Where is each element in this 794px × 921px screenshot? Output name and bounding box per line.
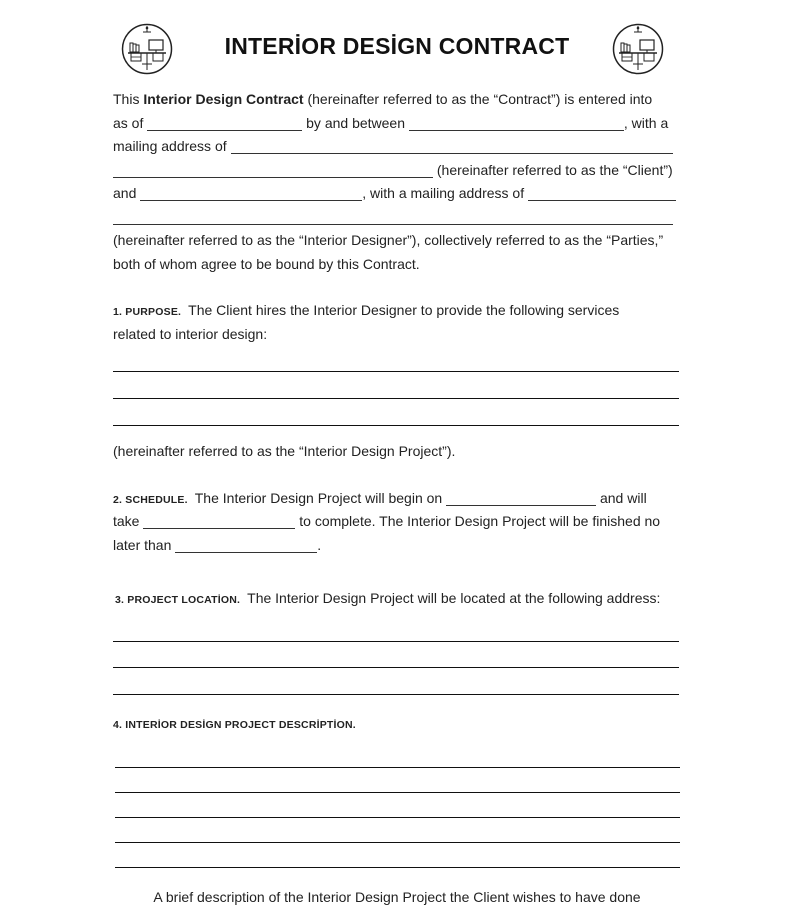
location-address-line-2[interactable] bbox=[113, 667, 679, 668]
description-line-2[interactable] bbox=[115, 792, 680, 793]
intro-line-1 bbox=[113, 90, 652, 108]
intro-line-7: (hereinafter referred to as the “Interior Designer”), collectively referred to as the “Parties,” bbox=[113, 232, 664, 248]
duration-field[interactable] bbox=[143, 514, 295, 529]
purpose-text: The Client hires the Interior Designer to provide the following services bbox=[188, 302, 620, 318]
purpose-line-2: related to interior design: bbox=[113, 326, 268, 342]
schedule-text: . bbox=[317, 537, 322, 553]
effective-date-field[interactable] bbox=[147, 116, 302, 131]
schedule-text: and will bbox=[596, 490, 647, 506]
client-name-field[interactable] bbox=[409, 116, 624, 131]
location-address-line-3[interactable] bbox=[113, 694, 679, 695]
intro-text: , with a bbox=[623, 115, 669, 131]
section-heading-location: 3. PROJECT LOCATİON. bbox=[115, 594, 241, 606]
purpose-line-1 bbox=[113, 301, 619, 321]
schedule-line-3 bbox=[113, 536, 321, 554]
purpose-services-line-3[interactable] bbox=[113, 425, 679, 426]
intro-line-6 bbox=[113, 208, 673, 226]
description-line-3[interactable] bbox=[115, 817, 680, 818]
end-date-field[interactable] bbox=[175, 538, 317, 553]
document-title: INTERİOR DESİGN CONTRACT bbox=[224, 33, 570, 59]
location-address-line-1[interactable] bbox=[113, 641, 679, 642]
schedule-text: later than bbox=[113, 537, 176, 553]
purpose-services-line-1[interactable] bbox=[113, 371, 679, 372]
section-heading-description: 4. INTERİOR DESİGN PROJECT DESCRİPTİON. bbox=[113, 719, 356, 731]
schedule-line-1 bbox=[113, 489, 647, 509]
description-footer: A brief description of the Interior Design Project the Client wishes to have done bbox=[153, 889, 641, 905]
intro-text: mailing address of bbox=[113, 138, 231, 154]
intro-line-2 bbox=[113, 114, 668, 132]
designer-address-field-2[interactable] bbox=[113, 210, 673, 225]
schedule-text: to complete. The Interior Design Project will be finished no bbox=[295, 513, 661, 529]
section-heading-purpose: 1. PURPOSE. bbox=[113, 306, 182, 318]
purpose-services-line-2[interactable] bbox=[113, 398, 679, 399]
schedule-text: The Interior Design Project will begin on bbox=[194, 490, 447, 506]
client-address-field-2[interactable] bbox=[113, 163, 433, 178]
description-heading-line bbox=[113, 714, 363, 734]
intro-text: , with a mailing address of bbox=[362, 185, 528, 201]
section-heading-schedule: 2. SCHEDULE. bbox=[113, 494, 188, 506]
intro-line-5 bbox=[113, 184, 676, 202]
designer-address-field[interactable] bbox=[528, 186, 676, 201]
designer-name-field[interactable] bbox=[140, 186, 362, 201]
description-line-1[interactable] bbox=[115, 767, 680, 768]
intro-text: (hereinafter referred to as the “Contract”) is entered into bbox=[303, 91, 653, 107]
description-line-5[interactable] bbox=[115, 867, 680, 868]
intro-text: by and between bbox=[302, 115, 409, 131]
start-date-field[interactable] bbox=[446, 491, 596, 506]
intro-line-3 bbox=[113, 137, 673, 155]
purpose-closing: (hereinafter referred to as the “Interior Design Project”). bbox=[113, 443, 456, 459]
description-line-4[interactable] bbox=[115, 842, 680, 843]
intro-line-4 bbox=[113, 161, 673, 179]
schedule-line-2 bbox=[113, 512, 660, 530]
intro-line-8: both of whom agree to be bound by this Contract. bbox=[113, 256, 420, 272]
client-address-field[interactable] bbox=[231, 139, 673, 154]
intro-text: This bbox=[113, 91, 144, 107]
schedule-text: take bbox=[113, 513, 144, 529]
location-line bbox=[115, 589, 660, 609]
contract-name: Interior Design Contract bbox=[143, 91, 304, 107]
intro-text: as of bbox=[113, 115, 148, 131]
intro-text: (hereinafter referred to as the “Client”) bbox=[433, 162, 673, 178]
intro-text: and bbox=[113, 185, 141, 201]
location-text: The Interior Design Project will be located at the following address: bbox=[247, 590, 661, 606]
